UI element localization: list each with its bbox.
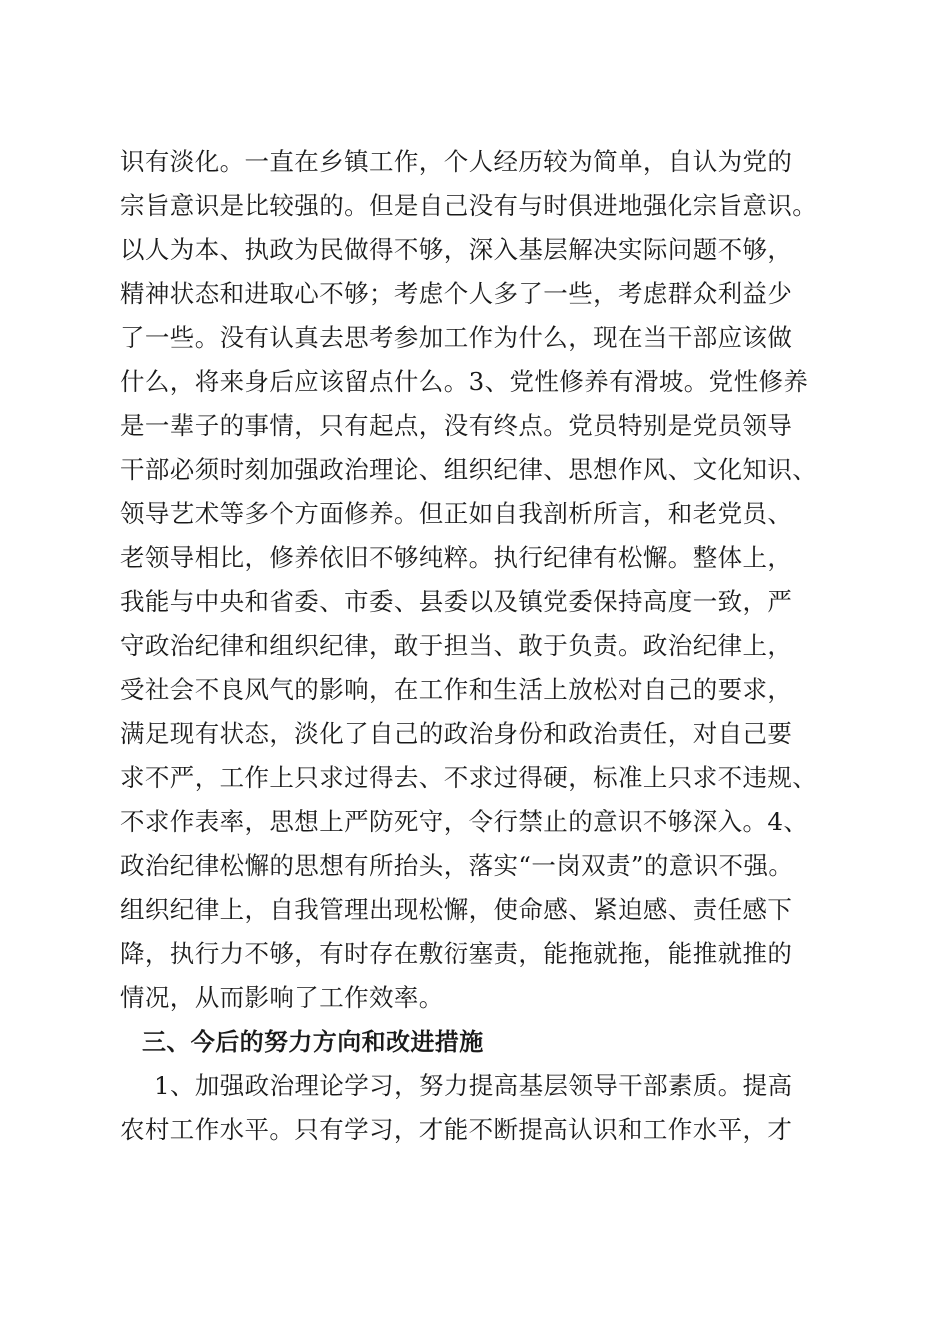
body-line: 干部必须时刻加强政治理论、组织纪律、思想作风、文化知识、 xyxy=(120,455,818,484)
body-line: 精神状态和进取心不够；考虑个人多了一些，考虑群众利益少 xyxy=(120,279,793,308)
body-line: 什么，将来身后应该留点什么。3、党性修养有滑坡。党性修养 xyxy=(120,367,809,396)
body-line: 不求作表率，思想上严防死守，令行禁止的意识不够深入。4、 xyxy=(120,807,809,836)
body-line: 受社会不良风气的影响，在工作和生活上放松对自己的要求， xyxy=(120,675,793,704)
body-line: 组织纪律上，自我管理出现松懈，使命感、紧迫感、责任感下 xyxy=(120,895,793,924)
body-line: 满足现有状态，淡化了自己的政治身份和政治责任，对自己要 xyxy=(120,719,793,748)
section-heading: 三、今后的努力方向和改进措施 xyxy=(142,1028,484,1056)
body-line: 领导艺术等多个方面修养。但正如自我剖析所言，和老党员、 xyxy=(120,499,793,528)
body-line: 识有淡化。一直在乡镇工作，个人经历较为简单，自认为党的 xyxy=(120,147,793,176)
body-line: 求不严，工作上只求过得去、不求过得硬，标准上只求不违规、 xyxy=(120,763,818,792)
section-line: 1、加强政治理论学习，努力提高基层领导干部素质。提高 xyxy=(154,1071,793,1100)
body-line: 老领导相比，修养依旧不够纯粹。执行纪律有松懈。整体上， xyxy=(120,543,793,572)
body-line: 降，执行力不够，有时存在敷衍塞责，能拖就拖，能推就推的 xyxy=(120,939,793,968)
body-line: 守政治纪律和组织纪律，敢于担当、敢于负责。政治纪律上， xyxy=(120,631,793,660)
body-line: 是一辈子的事情，只有起点，没有终点。党员特别是党员领导 xyxy=(120,411,793,440)
document-body xyxy=(120,140,850,1152)
body-line: 我能与中央和省委、市委、县委以及镇党委保持高度一致，严 xyxy=(120,587,793,616)
body-line: 政治纪律松懈的思想有所抬头，落实“一岗双责”的意识不强。 xyxy=(120,851,794,880)
body-line: 了一些。没有认真去思考参加工作为什么，现在当干部应该做 xyxy=(120,323,793,352)
body-line: 宗旨意识是比较强的。但是自己没有与时俱进地强化宗旨意识。 xyxy=(120,191,818,220)
body-line: 以人为本、执政为民做得不够，深入基层解决实际问题不够， xyxy=(120,235,793,264)
section-line: 农村工作水平。只有学习，才能不断提高认识和工作水平，才 xyxy=(120,1115,793,1144)
body-line: 情况，从而影响了工作效率。 xyxy=(120,983,444,1012)
